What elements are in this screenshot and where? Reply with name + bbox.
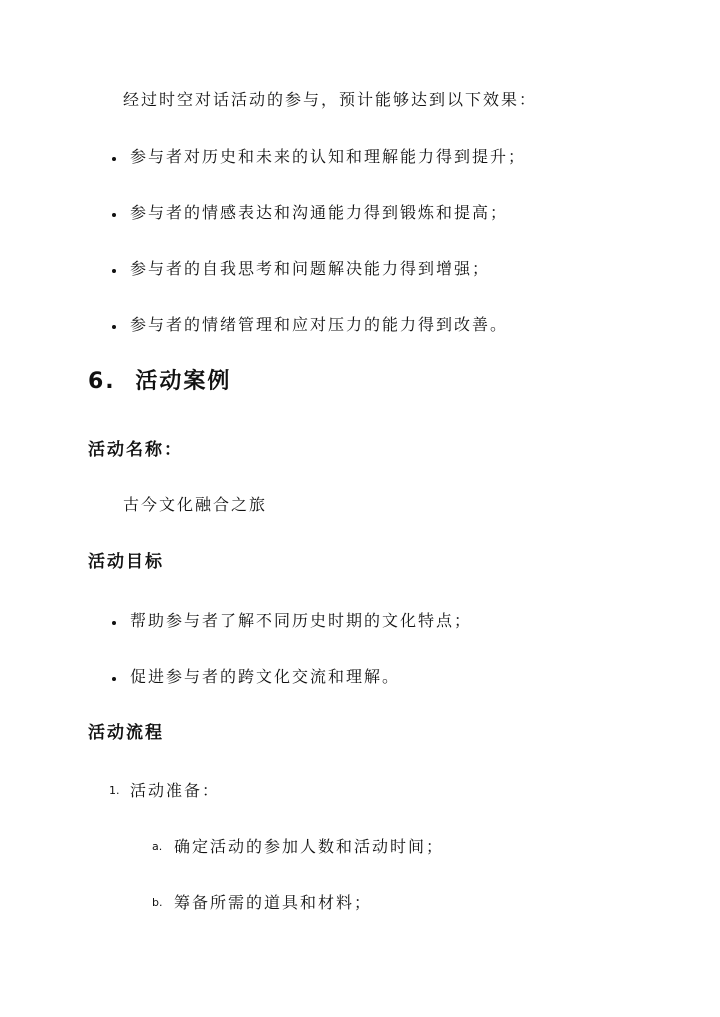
list-item-text: 参与者的情绪管理和应对压力的能力得到改善。: [130, 315, 509, 334]
bullet-icon: [112, 677, 116, 681]
substep-text: 确定活动的参加人数和活动时间；: [174, 837, 445, 856]
bullet-icon: [112, 213, 116, 217]
activity-name-heading: 活动名称：: [88, 440, 183, 460]
activity-flow-heading: 活动流程: [88, 723, 164, 743]
list-item-text: 参与者的情感表达和沟通能力得到锻炼和提高；: [130, 203, 509, 222]
list-item-text: 参与者的自我思考和问题解决能力得到增强；: [130, 259, 491, 278]
bullet-icon: [112, 621, 116, 625]
section-number: 6.: [88, 369, 116, 394]
bullet-icon: [112, 157, 116, 161]
activity-name-value: 古今文化融合之旅: [123, 495, 268, 514]
bullet-icon: [112, 325, 116, 329]
bullet-icon: [112, 269, 116, 273]
section-heading: [88, 368, 231, 396]
substep-text: 筹备所需的道具和材料；: [174, 893, 373, 912]
intro-paragraph: 经过时空对话活动的参与，预计能够达到以下效果：: [123, 90, 538, 109]
activity-goals-heading: 活动目标: [88, 552, 164, 572]
list-item-text: 促进参与者的跨文化交流和理解。: [130, 667, 401, 686]
substep-marker: a.: [152, 840, 163, 853]
step-number: 1.: [109, 784, 120, 797]
list-item-text: 参与者对历史和未来的认知和理解能力得到提升；: [130, 147, 527, 166]
substep-marker: b.: [152, 896, 163, 909]
list-item-text: 帮助参与者了解不同历史时期的文化特点；: [130, 611, 473, 630]
section-title: 活动案例: [135, 369, 232, 394]
step-label: 活动准备：: [130, 781, 221, 800]
